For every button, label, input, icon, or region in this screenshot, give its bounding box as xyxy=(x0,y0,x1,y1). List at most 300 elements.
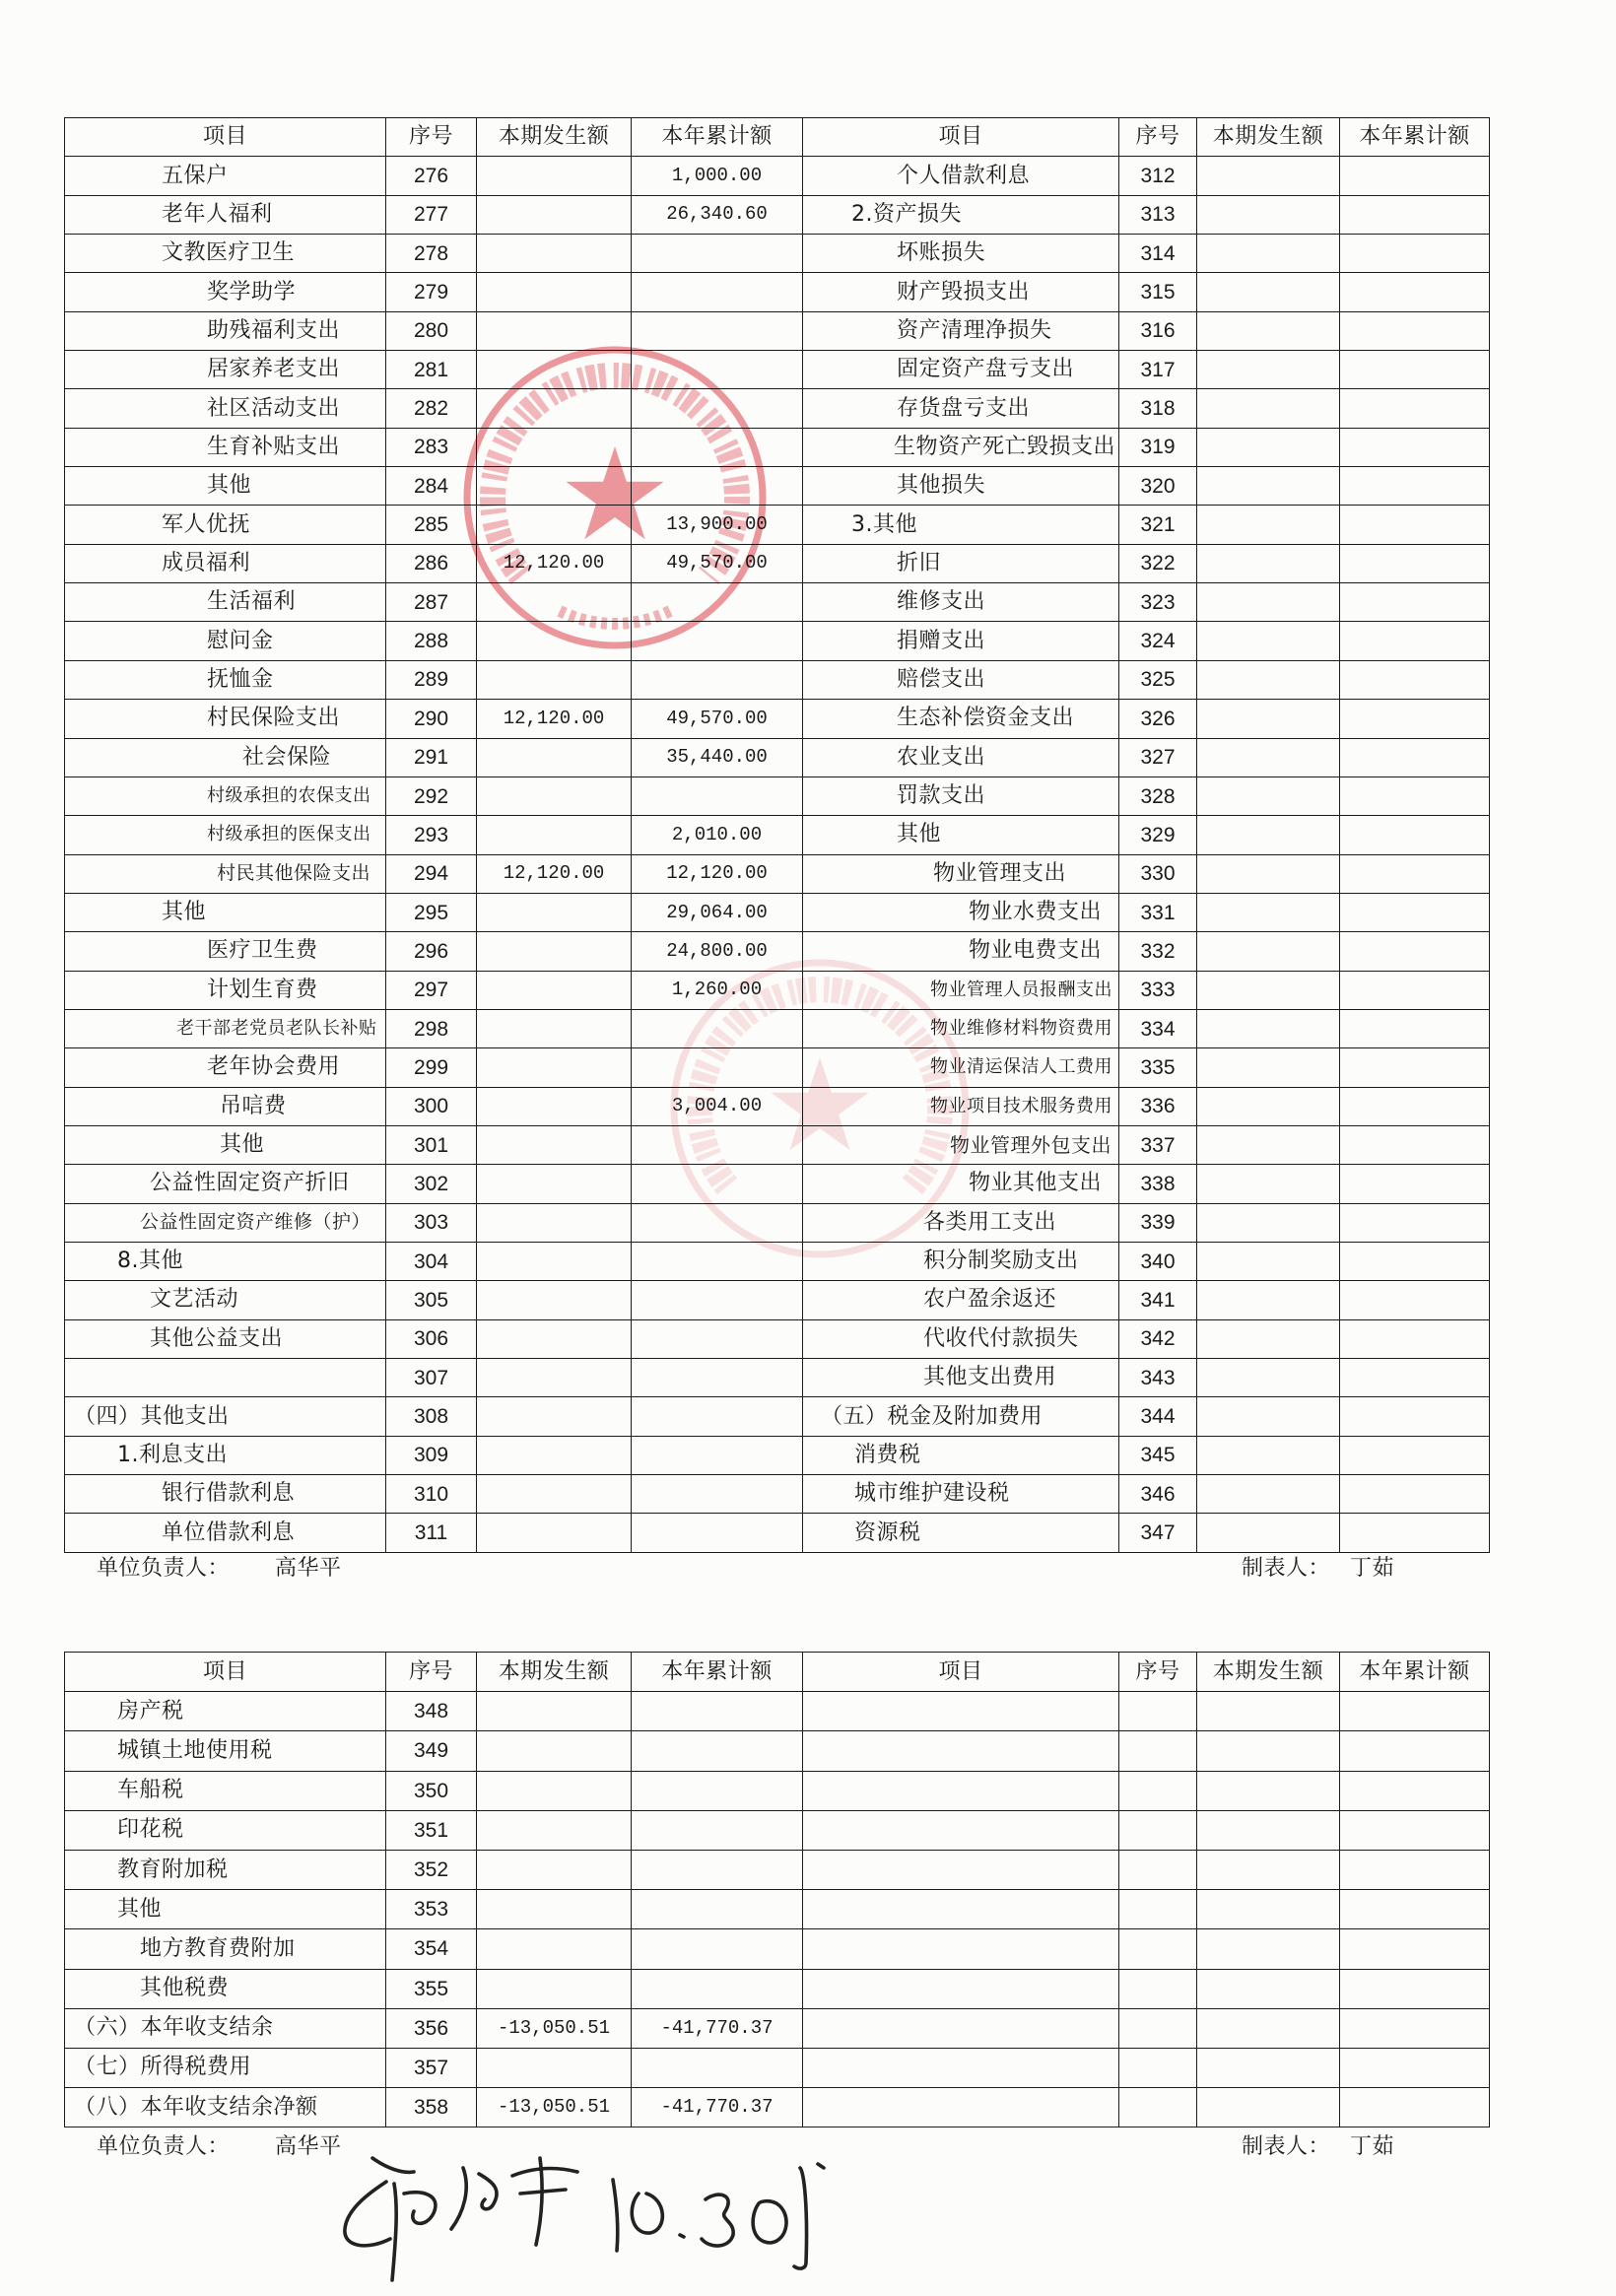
table-row xyxy=(65,311,1490,350)
left-annual-amount-cell xyxy=(632,622,803,660)
left-item-cell: 村民其他保险支出 xyxy=(65,854,386,893)
expense-detail-table-upper xyxy=(64,117,1490,1553)
left-item-cell: 公益性固定资产维修（护） xyxy=(65,1203,386,1242)
left-header-current-amount: 本期发生额 xyxy=(477,1653,632,1692)
left-item-cell: 车船税 xyxy=(65,1771,386,1810)
right-item-cell: 其他支出费用 xyxy=(803,1359,1119,1397)
left-item-cell: （六）本年收支结余 xyxy=(65,2008,386,2048)
right-current-amount-cell xyxy=(1197,1319,1340,1358)
table-row xyxy=(65,1203,1490,1242)
left-current-amount-cell xyxy=(477,1165,632,1203)
right-annual-amount-cell xyxy=(1340,1281,1490,1319)
right-item-cell: 维修支出 xyxy=(803,583,1119,622)
left-annual-amount-cell: 2,010.00 xyxy=(632,816,803,854)
left-annual-amount-cell: 49,570.00 xyxy=(632,700,803,738)
left-current-amount-cell xyxy=(477,1009,632,1047)
right-item-cell: 物业其他支出 xyxy=(803,1165,1119,1203)
left-seq-cell: 288 xyxy=(386,622,477,660)
right-annual-amount-cell xyxy=(1340,544,1490,582)
right-seq-cell: 323 xyxy=(1119,583,1197,622)
left-current-amount-cell xyxy=(477,1125,632,1164)
header-row xyxy=(65,1653,1490,1692)
right-item-cell: 城市维护建设税 xyxy=(803,1475,1119,1514)
right-current-amount-cell xyxy=(1197,816,1340,854)
left-seq-cell: 357 xyxy=(386,2048,477,2087)
left-seq-cell: 279 xyxy=(386,273,477,311)
table-body xyxy=(65,157,1490,1552)
footer-manager-label: 单位负责人： xyxy=(97,1556,231,1581)
right-seq-cell xyxy=(1119,1771,1197,1810)
right-seq-cell xyxy=(1119,1810,1197,1850)
table-row xyxy=(65,1475,1490,1514)
left-header-item: 项目 xyxy=(65,118,386,157)
left-seq-cell: 290 xyxy=(386,700,477,738)
right-annual-amount-cell xyxy=(1340,351,1490,389)
right-seq-cell xyxy=(1119,2048,1197,2087)
left-item-cell: 助残福利支出 xyxy=(65,311,386,350)
left-annual-amount-cell xyxy=(632,1165,803,1203)
left-item-cell: 五保户 xyxy=(65,157,386,195)
left-seq-cell: 300 xyxy=(386,1087,477,1125)
table-row xyxy=(65,506,1490,544)
left-seq-cell: 276 xyxy=(386,157,477,195)
left-seq-cell: 287 xyxy=(386,583,477,622)
left-annual-amount-cell xyxy=(632,1359,803,1397)
left-current-amount-cell xyxy=(477,1359,632,1397)
table-row xyxy=(65,660,1490,699)
right-item-cell: （五）税金及附加费用 xyxy=(803,1397,1119,1436)
right-item-cell: 赔偿支出 xyxy=(803,660,1119,699)
right-annual-amount-cell xyxy=(1340,1242,1490,1280)
right-item-cell xyxy=(803,1929,1119,1969)
right-annual-amount-cell xyxy=(1340,1850,1490,1889)
right-item-cell: 存货盘亏支出 xyxy=(803,389,1119,428)
footer-preparer-name: 丁茹 xyxy=(1350,2134,1395,2159)
right-item-cell: 捐赠支出 xyxy=(803,622,1119,660)
right-seq-cell: 317 xyxy=(1119,351,1197,389)
right-seq-cell: 314 xyxy=(1119,235,1197,273)
right-header-current-amount: 本期发生额 xyxy=(1197,118,1340,157)
left-seq-cell: 297 xyxy=(386,971,477,1009)
table-row xyxy=(65,1436,1490,1474)
left-item-cell: 文教医疗卫生 xyxy=(65,235,386,273)
left-item-cell: （四）其他支出 xyxy=(65,1397,386,1436)
left-annual-amount-cell xyxy=(632,1281,803,1319)
left-seq-cell: 283 xyxy=(386,428,477,466)
left-seq-cell: 281 xyxy=(386,351,477,389)
left-annual-amount-cell xyxy=(632,311,803,350)
table-row xyxy=(65,1692,1490,1731)
left-item-cell: 其他 xyxy=(65,467,386,506)
table-row xyxy=(65,1929,1490,1969)
right-header-annual-amount: 本年累计额 xyxy=(1340,118,1490,157)
right-header-annual-amount: 本年累计额 xyxy=(1340,1653,1490,1692)
left-seq-cell: 294 xyxy=(386,854,477,893)
left-annual-amount-cell xyxy=(632,1771,803,1810)
left-current-amount-cell xyxy=(477,1850,632,1889)
left-seq-cell: 280 xyxy=(386,311,477,350)
table-row xyxy=(65,1969,1490,2008)
right-item-cell xyxy=(803,1810,1119,1850)
right-current-amount-cell xyxy=(1197,389,1340,428)
left-annual-amount-cell: -41,770.37 xyxy=(632,2088,803,2127)
right-current-amount-cell xyxy=(1197,700,1340,738)
right-current-amount-cell xyxy=(1197,660,1340,699)
table-row xyxy=(65,777,1490,815)
table-row xyxy=(65,1048,1490,1087)
left-annual-amount-cell: 29,064.00 xyxy=(632,893,803,931)
left-annual-amount-cell: 13,900.00 xyxy=(632,506,803,544)
left-current-amount-cell xyxy=(477,777,632,815)
right-seq-cell: 340 xyxy=(1119,1242,1197,1280)
right-item-cell: 物业电费支出 xyxy=(803,932,1119,971)
left-current-amount-cell xyxy=(477,1319,632,1358)
right-current-amount-cell xyxy=(1197,1475,1340,1514)
right-seq-cell xyxy=(1119,1850,1197,1889)
left-seq-cell: 293 xyxy=(386,816,477,854)
right-seq-cell: 322 xyxy=(1119,544,1197,582)
left-header-current-amount: 本期发生额 xyxy=(477,118,632,157)
right-current-amount-cell xyxy=(1197,157,1340,195)
left-seq-cell: 349 xyxy=(386,1731,477,1771)
right-item-cell xyxy=(803,1890,1119,1929)
table-row xyxy=(65,738,1490,777)
right-current-amount-cell xyxy=(1197,1087,1340,1125)
right-annual-amount-cell xyxy=(1340,506,1490,544)
right-current-amount-cell xyxy=(1197,1165,1340,1203)
right-seq-cell xyxy=(1119,1692,1197,1731)
right-current-amount-cell xyxy=(1197,1242,1340,1280)
left-seq-cell: 311 xyxy=(386,1514,477,1552)
right-annual-amount-cell xyxy=(1340,1810,1490,1850)
left-annual-amount-cell xyxy=(632,389,803,428)
right-seq-cell: 312 xyxy=(1119,157,1197,195)
right-annual-amount-cell xyxy=(1340,1359,1490,1397)
right-annual-amount-cell xyxy=(1340,1009,1490,1047)
right-current-amount-cell xyxy=(1197,1692,1340,1731)
right-item-cell: 物业水费支出 xyxy=(803,893,1119,931)
left-current-amount-cell xyxy=(477,1731,632,1771)
right-current-amount-cell xyxy=(1197,1771,1340,1810)
left-current-amount-cell: 12,120.00 xyxy=(477,700,632,738)
left-annual-amount-cell xyxy=(632,1397,803,1436)
left-current-amount-cell xyxy=(477,1242,632,1280)
right-item-cell: 罚款支出 xyxy=(803,777,1119,815)
right-seq-cell: 344 xyxy=(1119,1397,1197,1436)
right-annual-amount-cell xyxy=(1340,1319,1490,1358)
left-seq-cell: 286 xyxy=(386,544,477,582)
table-row xyxy=(65,893,1490,931)
right-seq-cell xyxy=(1119,1731,1197,1771)
left-annual-amount-cell xyxy=(632,1125,803,1164)
table-row xyxy=(65,1319,1490,1358)
left-annual-amount-cell: 49,570.00 xyxy=(632,544,803,582)
right-item-cell: 农户盈余返还 xyxy=(803,1281,1119,1319)
left-item-cell: 老年人福利 xyxy=(65,195,386,234)
left-annual-amount-cell xyxy=(632,1850,803,1889)
left-current-amount-cell xyxy=(477,893,632,931)
right-item-cell: 生物资产死亡毁损支出 xyxy=(803,428,1119,466)
left-item-cell: 印花税 xyxy=(65,1810,386,1850)
table-row xyxy=(65,195,1490,234)
table-row xyxy=(65,1242,1490,1280)
right-seq-cell: 332 xyxy=(1119,932,1197,971)
right-seq-cell: 327 xyxy=(1119,738,1197,777)
right-header-item: 项目 xyxy=(803,1653,1119,1692)
right-item-cell: 物业管理支出 xyxy=(803,854,1119,893)
left-item-cell: 公益性固定资产折旧 xyxy=(65,1165,386,1203)
left-current-amount-cell xyxy=(477,622,632,660)
right-seq-cell xyxy=(1119,2088,1197,2127)
left-current-amount-cell xyxy=(477,389,632,428)
right-seq-cell: 346 xyxy=(1119,1475,1197,1514)
table-row xyxy=(65,1514,1490,1552)
left-seq-cell: 352 xyxy=(386,1850,477,1889)
right-seq-cell: 319 xyxy=(1119,428,1197,466)
left-item-cell: （八）本年收支结余净额 xyxy=(65,2088,386,2127)
left-current-amount-cell: 12,120.00 xyxy=(477,544,632,582)
right-item-cell: 2.资产损失 xyxy=(803,195,1119,234)
left-annual-amount-cell xyxy=(632,428,803,466)
left-header-annual-amount: 本年累计额 xyxy=(632,118,803,157)
right-current-amount-cell xyxy=(1197,1359,1340,1397)
right-annual-amount-cell xyxy=(1340,1692,1490,1731)
left-item-cell: 老干部老党员老队长补贴 xyxy=(65,1009,386,1047)
table-row xyxy=(65,1397,1490,1436)
left-seq-cell: 304 xyxy=(386,1242,477,1280)
table-row xyxy=(65,1359,1490,1397)
left-seq-cell: 295 xyxy=(386,893,477,931)
right-item-cell: 其他损失 xyxy=(803,467,1119,506)
right-item-cell: 资源税 xyxy=(803,1514,1119,1552)
right-annual-amount-cell xyxy=(1340,1731,1490,1771)
right-seq-cell: 345 xyxy=(1119,1436,1197,1474)
left-seq-cell: 348 xyxy=(386,1692,477,1731)
table-row xyxy=(65,157,1490,195)
left-annual-amount-cell: 1,260.00 xyxy=(632,971,803,1009)
left-item-cell: 奖学助学 xyxy=(65,273,386,311)
left-item-cell: 生活福利 xyxy=(65,583,386,622)
right-current-amount-cell xyxy=(1197,428,1340,466)
left-current-amount-cell xyxy=(477,1436,632,1474)
right-current-amount-cell xyxy=(1197,2008,1340,2048)
left-annual-amount-cell xyxy=(632,273,803,311)
left-current-amount-cell xyxy=(477,195,632,234)
right-current-amount-cell xyxy=(1197,971,1340,1009)
right-item-cell: 物业管理外包支出 xyxy=(803,1125,1119,1164)
left-seq-cell: 308 xyxy=(386,1397,477,1436)
right-seq-cell: 343 xyxy=(1119,1359,1197,1397)
left-annual-amount-cell xyxy=(632,1731,803,1771)
left-annual-amount-cell xyxy=(632,1319,803,1358)
table-row xyxy=(65,583,1490,622)
table-body xyxy=(65,1692,1490,2127)
right-item-cell: 代收代付款损失 xyxy=(803,1319,1119,1358)
left-seq-cell: 299 xyxy=(386,1048,477,1087)
right-annual-amount-cell xyxy=(1340,2088,1490,2127)
right-item-cell: 消费税 xyxy=(803,1436,1119,1474)
left-seq-cell: 355 xyxy=(386,1969,477,2008)
right-annual-amount-cell xyxy=(1340,195,1490,234)
table-row xyxy=(65,273,1490,311)
left-item-cell: 单位借款利息 xyxy=(65,1514,386,1552)
right-seq-cell: 315 xyxy=(1119,273,1197,311)
right-item-cell: 农业支出 xyxy=(803,738,1119,777)
right-item-cell: 物业项目技术服务费用 xyxy=(803,1087,1119,1125)
left-item-cell: 其他 xyxy=(65,893,386,931)
right-annual-amount-cell xyxy=(1340,932,1490,971)
right-annual-amount-cell xyxy=(1340,273,1490,311)
right-current-amount-cell xyxy=(1197,622,1340,660)
right-item-cell xyxy=(803,1731,1119,1771)
right-annual-amount-cell xyxy=(1340,1048,1490,1087)
table-row xyxy=(65,1087,1490,1125)
left-seq-cell: 306 xyxy=(386,1319,477,1358)
right-current-amount-cell xyxy=(1197,2088,1340,2127)
left-annual-amount-cell xyxy=(632,1203,803,1242)
left-current-amount-cell xyxy=(477,932,632,971)
left-seq-cell: 278 xyxy=(386,235,477,273)
right-seq-cell: 334 xyxy=(1119,1009,1197,1047)
left-current-amount-cell xyxy=(477,1048,632,1087)
left-current-amount-cell xyxy=(477,816,632,854)
table-row xyxy=(65,467,1490,506)
right-current-amount-cell xyxy=(1197,1929,1340,1969)
right-item-cell xyxy=(803,1692,1119,1731)
left-current-amount-cell: -13,050.51 xyxy=(477,2088,632,2127)
right-seq-cell xyxy=(1119,1929,1197,1969)
left-header-seq: 序号 xyxy=(386,118,477,157)
right-seq-cell: 339 xyxy=(1119,1203,1197,1242)
left-item-cell: 房产税 xyxy=(65,1692,386,1731)
left-current-amount-cell xyxy=(477,1969,632,2008)
left-seq-cell: 307 xyxy=(386,1359,477,1397)
right-annual-amount-cell xyxy=(1340,1890,1490,1929)
left-current-amount-cell xyxy=(477,351,632,389)
table-row xyxy=(65,2048,1490,2087)
left-current-amount-cell xyxy=(477,660,632,699)
left-current-amount-cell: 12,120.00 xyxy=(477,854,632,893)
right-current-amount-cell xyxy=(1197,1281,1340,1319)
left-seq-cell: 353 xyxy=(386,1890,477,1929)
right-seq-cell: 321 xyxy=(1119,506,1197,544)
right-annual-amount-cell xyxy=(1340,1514,1490,1552)
left-current-amount-cell xyxy=(477,1203,632,1242)
right-current-amount-cell xyxy=(1197,273,1340,311)
right-annual-amount-cell xyxy=(1340,738,1490,777)
left-current-amount-cell xyxy=(477,1397,632,1436)
left-item-cell: 文艺活动 xyxy=(65,1281,386,1319)
right-annual-amount-cell xyxy=(1340,622,1490,660)
left-current-amount-cell xyxy=(477,1810,632,1850)
table-head xyxy=(65,1653,1490,1692)
table-head xyxy=(65,118,1490,157)
right-item-cell: 各类用工支出 xyxy=(803,1203,1119,1242)
table-row xyxy=(65,854,1490,893)
left-item-cell: 村民保险支出 xyxy=(65,700,386,738)
left-item-cell: 其他 xyxy=(65,1890,386,1929)
table-row xyxy=(65,1810,1490,1850)
right-current-amount-cell xyxy=(1197,893,1340,931)
left-current-amount-cell xyxy=(477,971,632,1009)
left-annual-amount-cell xyxy=(632,1810,803,1850)
right-seq-cell xyxy=(1119,2008,1197,2048)
right-item-cell: 折旧 xyxy=(803,544,1119,582)
right-current-amount-cell xyxy=(1197,777,1340,815)
right-current-amount-cell xyxy=(1197,1048,1340,1087)
right-annual-amount-cell xyxy=(1340,2048,1490,2087)
right-seq-cell: 337 xyxy=(1119,1125,1197,1164)
left-item-cell: 社区活动支出 xyxy=(65,389,386,428)
right-current-amount-cell xyxy=(1197,1397,1340,1436)
left-annual-amount-cell xyxy=(632,1929,803,1969)
right-seq-cell: 342 xyxy=(1119,1319,1197,1358)
right-annual-amount-cell xyxy=(1340,1475,1490,1514)
right-annual-amount-cell xyxy=(1340,777,1490,815)
right-seq-cell xyxy=(1119,1969,1197,2008)
footer-manager-label: 单位负责人： xyxy=(97,2134,231,2159)
table-row xyxy=(65,1731,1490,1771)
table-row xyxy=(65,1009,1490,1047)
right-item-cell: 物业维修材料物资费用 xyxy=(803,1009,1119,1047)
left-item-cell: 教育附加税 xyxy=(65,1850,386,1889)
left-annual-amount-cell xyxy=(632,351,803,389)
right-seq-cell xyxy=(1119,1890,1197,1929)
right-annual-amount-cell xyxy=(1340,1165,1490,1203)
left-annual-amount-cell xyxy=(632,1890,803,1929)
left-item-cell: 医疗卫生费 xyxy=(65,932,386,971)
left-item-cell: 其他公益支出 xyxy=(65,1319,386,1358)
left-item-cell: 军人优抚 xyxy=(65,506,386,544)
left-annual-amount-cell xyxy=(632,235,803,273)
right-current-amount-cell xyxy=(1197,854,1340,893)
left-seq-cell: 310 xyxy=(386,1475,477,1514)
table-row xyxy=(65,1850,1490,1889)
table-row xyxy=(65,1165,1490,1203)
right-annual-amount-cell xyxy=(1340,971,1490,1009)
right-annual-amount-cell xyxy=(1340,583,1490,622)
left-seq-cell: 303 xyxy=(386,1203,477,1242)
right-seq-cell: 318 xyxy=(1119,389,1197,428)
right-annual-amount-cell xyxy=(1340,157,1490,195)
left-item-cell: 老年协会费用 xyxy=(65,1048,386,1087)
left-current-amount-cell xyxy=(477,506,632,544)
left-item-cell: 8.其他 xyxy=(65,1242,386,1280)
left-annual-amount-cell xyxy=(632,467,803,506)
left-current-amount-cell xyxy=(477,1475,632,1514)
left-item-cell: 居家养老支出 xyxy=(65,351,386,389)
left-annual-amount-cell xyxy=(632,1242,803,1280)
left-seq-cell: 298 xyxy=(386,1009,477,1047)
left-annual-amount-cell: 35,440.00 xyxy=(632,738,803,777)
left-seq-cell: 296 xyxy=(386,932,477,971)
right-item-cell xyxy=(803,2088,1119,2127)
right-annual-amount-cell xyxy=(1340,700,1490,738)
right-current-amount-cell xyxy=(1197,1969,1340,2008)
right-item-cell: 3.其他 xyxy=(803,506,1119,544)
left-item-cell: 计划生育费 xyxy=(65,971,386,1009)
left-item-cell: 抚恤金 xyxy=(65,660,386,699)
right-current-amount-cell xyxy=(1197,544,1340,582)
left-seq-cell: 282 xyxy=(386,389,477,428)
right-seq-cell: 328 xyxy=(1119,777,1197,815)
right-seq-cell: 347 xyxy=(1119,1514,1197,1552)
left-annual-amount-cell: 1,000.00 xyxy=(632,157,803,195)
right-seq-cell: 335 xyxy=(1119,1048,1197,1087)
left-annual-amount-cell: -41,770.37 xyxy=(632,2008,803,2048)
left-header-item: 项目 xyxy=(65,1653,386,1692)
left-annual-amount-cell: 12,120.00 xyxy=(632,854,803,893)
